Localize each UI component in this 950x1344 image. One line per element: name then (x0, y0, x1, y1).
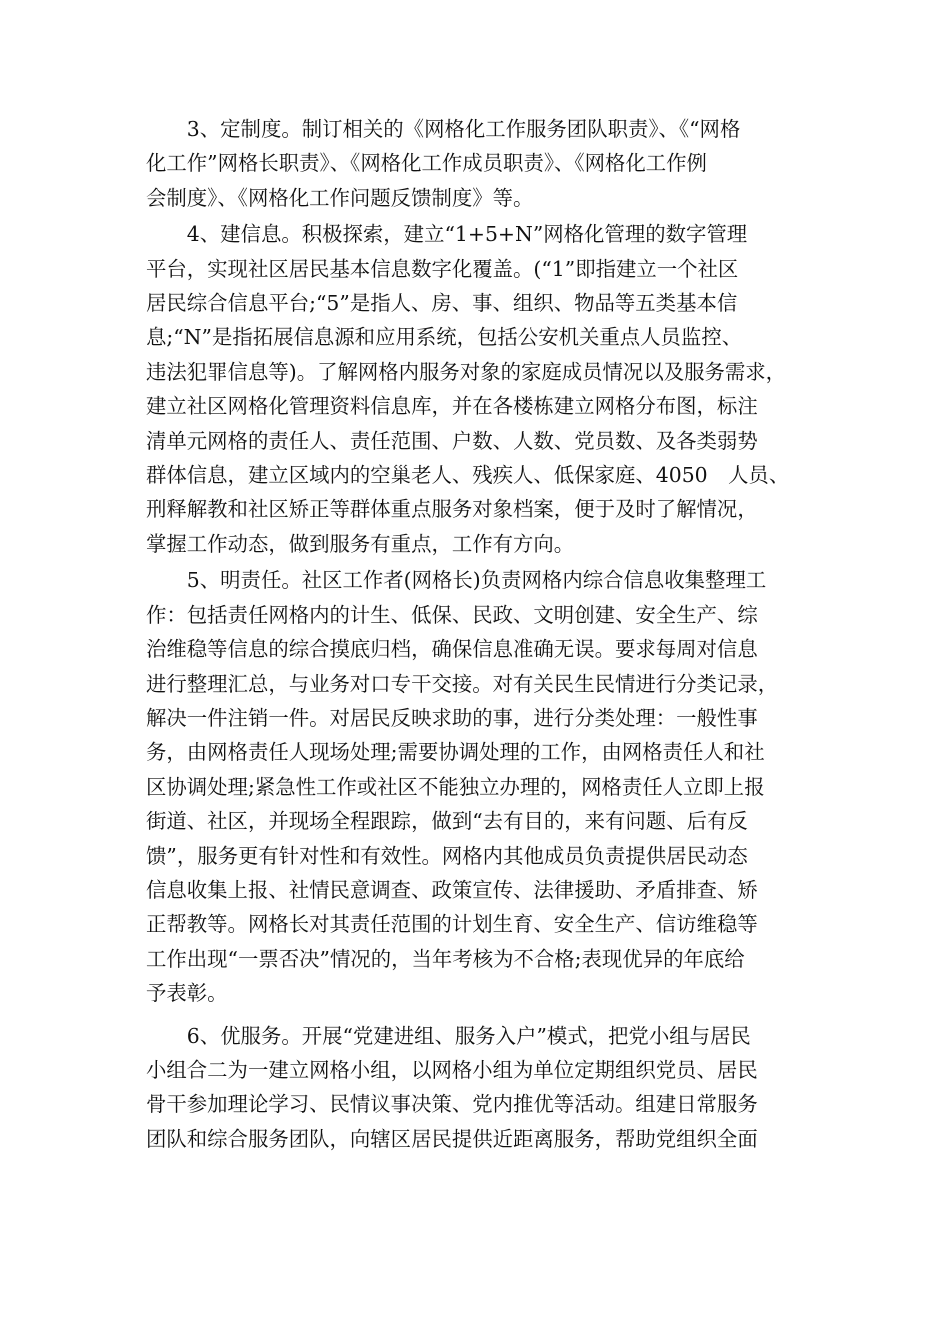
text-line: 进行整理汇总，与业务对口专干交接。对有关民生民情进行分类记录， (146, 671, 779, 696)
paragraph-3-define-system (146, 112, 826, 215)
text-line: 6、优服务。开展“党建进组、服务入户”模式，把党小组与居民 (186, 1023, 751, 1048)
text-line: 会制度》、《网格化工作问题反馈制度》等。 (146, 185, 534, 210)
text-line: 工作出现“一票否决”情况的，当年考核为不合格;表现优异的年底给 (146, 946, 745, 971)
text-line: 骨干参加理论学习、民情议事决策、党内推优等活动。组建日常服务 (146, 1092, 758, 1117)
text-line: 平台，实现社区居民基本信息数字化覆盖。(“1”即指建立一个社区 (146, 256, 739, 281)
paragraph-6-optimize-service (146, 1019, 826, 1157)
text-line: 予表彰。 (146, 981, 228, 1006)
paragraph-4-build-information (146, 217, 826, 561)
text-line: 5、明责任。社区工作者(网格长)负责网格内综合信息收集整理工 (186, 568, 767, 593)
text-line: 刑释解教和社区矫正等群体重点服务对象档案，便于及时了解情况， (146, 497, 758, 522)
text-line: 解决一件注销一件。对居民反映求助的事，进行分类处理：一般性事 (146, 705, 758, 730)
text-line: 息;“N”是指拓展信息源和应用系统，包括公安机关重点人员监控、 (146, 325, 743, 350)
text-line: 信息收集上报、社情民意调查、政策宣传、法律援助、矛盾排查、矫 (146, 877, 758, 902)
text-line: 作：包括责任网格内的计生、低保、民政、文明创建、安全生产、综 (146, 602, 758, 627)
text-line: 4、建信息。积极探索，建立“1+5+N”网格化管理的数字管理 (186, 222, 748, 247)
paragraph-5-clarify-responsibility (146, 563, 826, 1010)
document-body (146, 112, 826, 1156)
text-line: 居民综合信息平台;“5”是指人、房、事、组织、物品等五类基本信 (146, 291, 738, 316)
text-line: 街道、社区，并现场全程跟踪，做到“去有目的，来有问题、后有反 (146, 809, 748, 834)
text-line: 清单元网格的责任人、责任范围、户数、人数、党员数、及各类弱势 (146, 428, 758, 453)
text-line: 掌握工作动态，做到服务有重点，工作有方向。 (146, 531, 575, 556)
text-line: 务，由网格责任人现场处理;需要协调处理的工作，由网格责任人和社 (146, 740, 765, 765)
text-line: 治维稳等信息的综合摸底归档，确保信息准确无误。要求每周对信息 (146, 637, 758, 662)
text-line: 区协调处理;紧急性工作或社区不能独立办理的，网格责任人立即上报 (146, 774, 765, 799)
text-line: 3、定制度。制订相关的《网格化工作服务团队职责》、《“网格 (186, 117, 741, 141)
text-line: 建立社区网格化管理资料信息库，并在各楼栋建立网格分布图，标注 (146, 394, 758, 419)
text-line: 小组合二为一建立网格小组，以网格小组为单位定期组织党员、居民 (146, 1057, 758, 1082)
text-line: 群体信息，建立区域内的空巢老人、残疾人、低保家庭、4050 人员、 (146, 463, 790, 488)
text-line: 化工作”网格长职责》、《网格化工作成员职责》、《网格化工作例 (146, 151, 707, 176)
text-line: 违法犯罪信息等)。了解网格内服务对象的家庭成员情况以及服务需求， (146, 359, 787, 384)
text-line: 馈”，服务更有针对性和有效性。网格内其他成员负责提供居民动态 (146, 843, 748, 868)
text-line: 正帮教等。网格长对其责任范围的计划生育、安全生产、信访维稳等 (146, 912, 758, 937)
text-line: 团队和综合服务团队，向辖区居民提供近距离服务，帮助党组织全面 (146, 1126, 758, 1151)
